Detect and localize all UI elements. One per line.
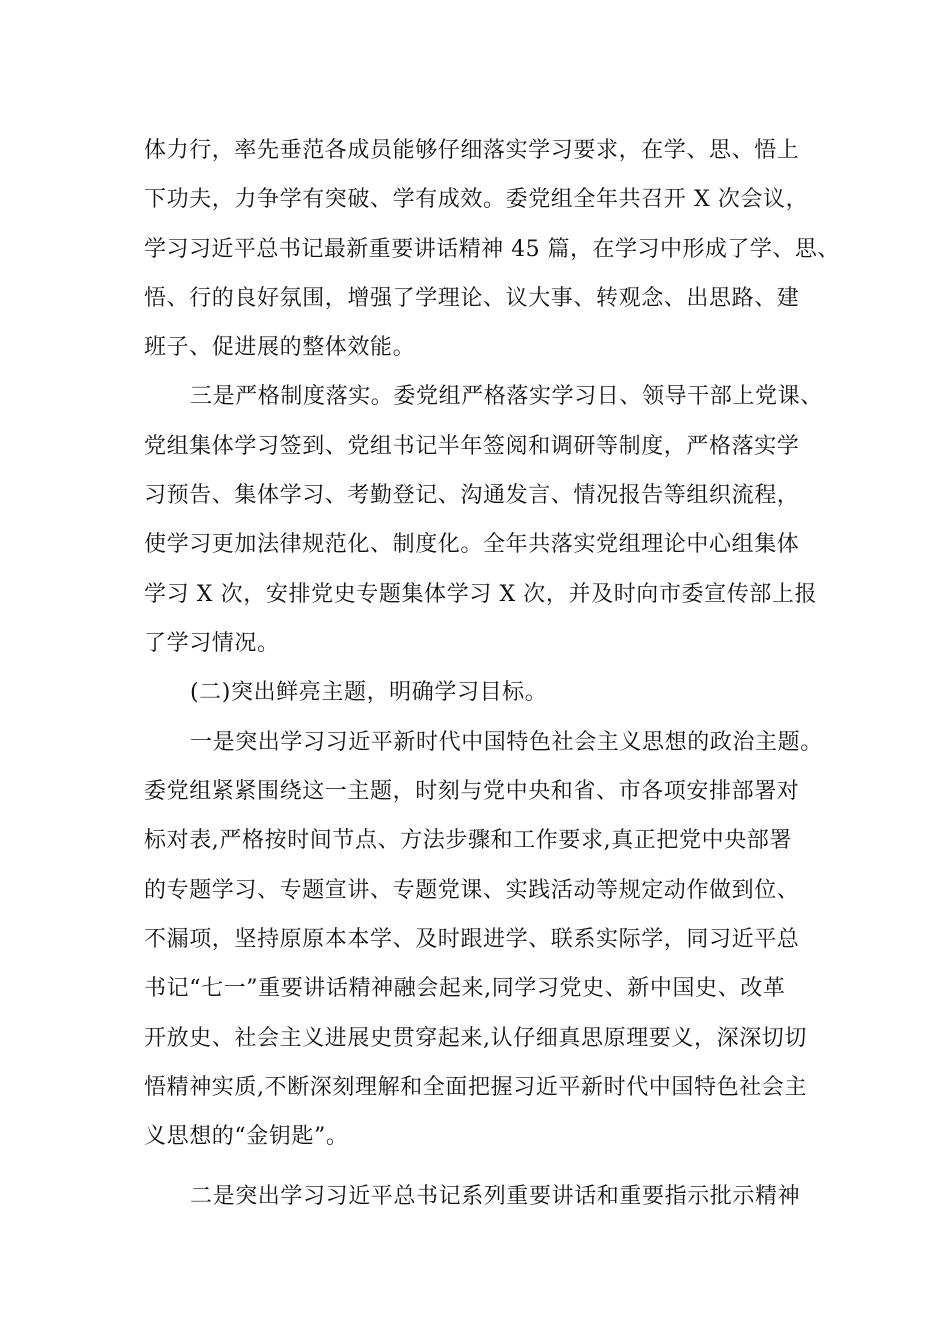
paragraph-start-line: 二是突出学习习近平总书记系列重要讲话和重要指示批示精神 (190, 1184, 801, 1209)
paragraph-start-line: 三是严格制度落实。委党组严格落实学习日、领导干部上党课、 (190, 384, 823, 409)
text-line: 下功夫，力争学有突破、学有成效。委党组全年共召开 X 次会议， (144, 187, 809, 212)
text-line: 悟、行的良好氛围，增强了学理论、议大事、转观念、出思路、建 (144, 286, 800, 311)
text-line: 学习习近平总书记最新重要讲话精神 45 篇，在学习中形成了学、思、 (144, 237, 840, 262)
text-line: 标对表,严格按时间节点、方法步骤和工作要求,真正把党中央部署 (144, 828, 792, 853)
text-line: 习预告、集体学习、考勤登记、沟通发言、情况报告等组织流程， (144, 483, 800, 508)
text-line: 班子、促进展的整体效能。 (144, 335, 416, 360)
text-line: 义思想的“金钥匙”。 (144, 1124, 349, 1149)
text-line: 书记“七一”重要讲话精神融会起来,同学习党史、新中国史、改革 (144, 976, 786, 1001)
text-line: 学习 X 次，安排党史专题集体学习 X 次，并及时向市委宣传部上报 (144, 582, 818, 607)
text-line: 委党组紧紧围绕这一主题，时刻与党中央和省、市各项安排部署对 (144, 779, 800, 804)
text-line: 不漏项，坚持原原本本学、及时跟进学、联系实际学，同习近平总 (144, 927, 800, 952)
text-line: 党组集体学习签到、党组书记半年签阅和调研等制度，严格落实学 (144, 434, 800, 459)
text-line: 体力行，率先垂范各成员能够仔细落实学习要求，在学、思、悟上 (144, 138, 800, 163)
text-line: 的专题学习、专题宣讲、专题党课、实践活动等规定动作做到位、 (144, 878, 800, 903)
text-line: 悟精神实质,不断深刻理解和全面把握习近平新时代中国特色社会主 (144, 1075, 807, 1100)
text-line: 了学习情况。 (144, 631, 280, 656)
text-line: 使学习更加法律规范化、制度化。全年共落实党组理论中心组集体 (144, 532, 800, 557)
text-line: 开放史、社会主义进展史贯穿起来,认仔细真思原理要义，深深切切 (144, 1026, 807, 1051)
section-heading: (二)突出鲜亮主题，明确学习目标。 (190, 680, 548, 705)
paragraph-start-line: 一是突出学习习近平新时代中国特色社会主义思想的政治主题。 (190, 730, 823, 755)
